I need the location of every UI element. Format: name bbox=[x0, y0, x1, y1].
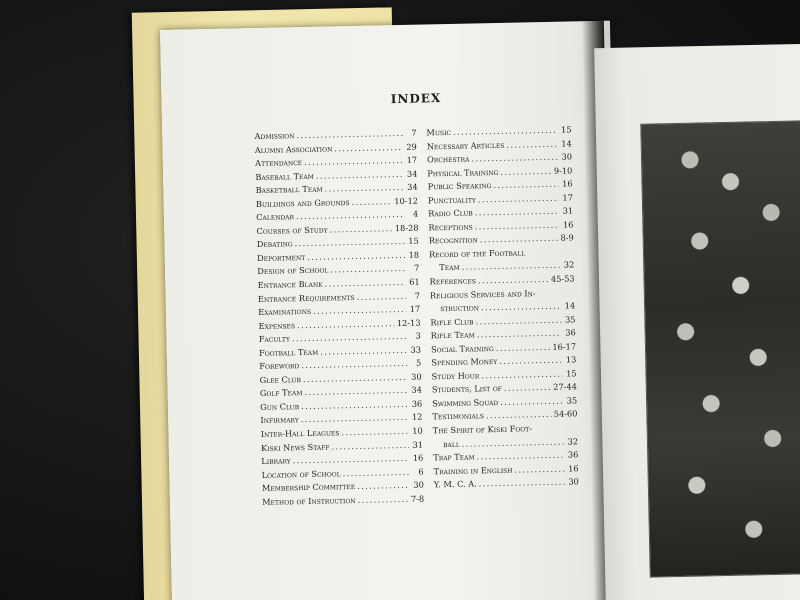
entry-label: Calendar bbox=[256, 211, 295, 223]
entry-label: Recognition bbox=[428, 234, 478, 246]
entry-page: 29 bbox=[406, 141, 417, 152]
entry-page: 17 bbox=[406, 154, 418, 165]
entry-label: Record of the Football bbox=[428, 247, 526, 260]
entry-page: 35 bbox=[564, 313, 576, 325]
entry-label: Faculty bbox=[258, 333, 291, 345]
entry-page: 34 bbox=[406, 168, 418, 179]
entry-label: Physical Training bbox=[427, 166, 499, 179]
leader-dots bbox=[527, 255, 560, 256]
leader-dots bbox=[343, 466, 410, 481]
entry-label: Infirmary bbox=[260, 414, 299, 426]
leader-dots bbox=[534, 431, 564, 432]
entry-label: Deportment bbox=[256, 251, 306, 263]
entry-label: Y. M. C. A. bbox=[433, 478, 477, 490]
entry-label: Receptions bbox=[428, 221, 473, 233]
page-title: INDEX bbox=[390, 91, 442, 107]
entry-page: 30 bbox=[411, 371, 422, 382]
leader-dots bbox=[341, 425, 409, 440]
leader-dots bbox=[486, 408, 552, 423]
leader-dots bbox=[329, 222, 393, 237]
entry-label: Buildings and Grounds bbox=[255, 196, 350, 209]
entry-label: ball bbox=[442, 438, 460, 449]
entry-page: 16-17 bbox=[552, 341, 577, 352]
entry-label: Students, List of bbox=[431, 383, 503, 395]
entry-page: 16 bbox=[562, 178, 573, 189]
entry-label: Membership Committee bbox=[261, 481, 356, 494]
entry-page: 3 bbox=[415, 330, 421, 341]
entry-label: Location of School bbox=[261, 467, 341, 480]
entry-label: Study Hour bbox=[431, 370, 480, 382]
entry-page: 18-28 bbox=[394, 222, 419, 233]
leader-dots bbox=[500, 395, 563, 410]
entry-page: 15 bbox=[560, 124, 572, 135]
entry-label: Basketball Team bbox=[255, 183, 323, 196]
entry-label: Glee Club bbox=[259, 373, 302, 385]
entry-label: Swimming Squad bbox=[432, 396, 499, 409]
index-right-column bbox=[426, 123, 579, 492]
entry-label: Punctuality bbox=[427, 194, 476, 206]
entry-label: Library bbox=[261, 455, 291, 467]
entry-page: 13 bbox=[565, 354, 577, 365]
entry-label: Baseball Team bbox=[255, 170, 314, 182]
entry-page: 10 bbox=[412, 425, 423, 436]
index-entry bbox=[434, 476, 579, 493]
index-left-column bbox=[254, 127, 424, 510]
entry-page: 14 bbox=[564, 300, 576, 311]
entry-page: 35 bbox=[566, 395, 578, 406]
leader-dots bbox=[504, 381, 552, 396]
leader-dots bbox=[334, 140, 403, 155]
entry-label: Testimonials bbox=[432, 410, 484, 422]
entry-label: Social Training bbox=[430, 342, 494, 355]
entry-label: Rifle Club bbox=[430, 316, 474, 328]
entry-label: Design of School bbox=[257, 264, 329, 277]
entry-label: Football Team bbox=[258, 346, 319, 358]
leader-dots bbox=[479, 476, 565, 491]
entry-label: Orchestra bbox=[426, 153, 470, 165]
entry-page: 32 bbox=[563, 259, 575, 271]
entry-page: 33 bbox=[410, 344, 422, 355]
entry-page: 8-9 bbox=[560, 232, 574, 243]
leader-dots bbox=[496, 341, 551, 356]
entry-page: 16 bbox=[412, 452, 424, 463]
entry-label: Method of Instruction bbox=[262, 494, 356, 507]
entry-page: 17 bbox=[562, 192, 573, 203]
entry-page: 12 bbox=[411, 412, 423, 423]
entry-page: 31 bbox=[562, 205, 574, 216]
entry-label: Spending Money bbox=[431, 356, 498, 368]
entry-page: 36 bbox=[565, 327, 576, 338]
entry-page: 17 bbox=[409, 303, 421, 314]
leader-dots bbox=[351, 195, 392, 209]
entry-page: 6 bbox=[418, 466, 424, 477]
entry-page: 32 bbox=[567, 435, 579, 447]
leader-dots bbox=[506, 137, 558, 152]
leader-dots bbox=[514, 462, 564, 477]
entry-label: Entrance Requirements bbox=[257, 291, 355, 304]
entry-label: Expenses bbox=[258, 319, 296, 331]
entry-page: 10-12 bbox=[394, 195, 419, 206]
entry-label: Attendance bbox=[254, 157, 303, 169]
entry-page: 15 bbox=[566, 368, 577, 379]
entry-label: Entrance Blank bbox=[257, 278, 323, 290]
entry-label: struction bbox=[440, 302, 480, 314]
entry-page: 30 bbox=[561, 151, 573, 162]
index-entry bbox=[262, 492, 424, 509]
entry-page: 27-44 bbox=[553, 381, 577, 393]
entry-label: The Spirit of Kiski Foot- bbox=[432, 423, 533, 436]
entry-page: 7 bbox=[411, 127, 417, 138]
entry-label: Golf Team bbox=[259, 387, 303, 399]
entry-page: 30 bbox=[568, 476, 579, 487]
entry-label: Courses of Study bbox=[256, 224, 328, 236]
entry-label: Training in English bbox=[433, 464, 513, 477]
leader-dots bbox=[499, 354, 562, 369]
entry-page: 30 bbox=[413, 479, 424, 490]
entry-page: 16 bbox=[568, 462, 579, 474]
entry-label: Rifle Team bbox=[430, 329, 475, 341]
entry-page: 18 bbox=[408, 249, 420, 260]
entry-page: 7 bbox=[414, 263, 420, 274]
entry-label: Music bbox=[426, 126, 452, 138]
entry-label: Foreword bbox=[259, 360, 300, 372]
entry-page: 36 bbox=[567, 449, 579, 460]
leader-dots bbox=[357, 479, 410, 494]
entry-page: 34 bbox=[411, 384, 422, 396]
entry-label: Examinations bbox=[258, 305, 312, 318]
entry-page: 12-13 bbox=[396, 317, 421, 328]
entry-label: References bbox=[429, 275, 477, 287]
entry-label: Gun Club bbox=[260, 401, 300, 412]
leader-dots bbox=[357, 493, 409, 508]
entry-page: 7 bbox=[414, 290, 421, 301]
entry-page: 54-60 bbox=[553, 408, 578, 420]
entry-page: 7-8 bbox=[410, 493, 425, 504]
entry-label: Trap Team bbox=[433, 451, 475, 463]
entry-label: Kiski News Staff bbox=[260, 441, 330, 453]
entry-page: 4 bbox=[412, 208, 419, 219]
entry-label: Admission bbox=[254, 130, 295, 142]
entry-label: Religious Services and In- bbox=[429, 287, 536, 300]
entry-page: 5 bbox=[415, 357, 422, 368]
leader-dots bbox=[500, 164, 552, 179]
entry-label: Public Speaking bbox=[427, 180, 492, 192]
entry-label: Alumni Association bbox=[254, 142, 333, 155]
entry-page: 15 bbox=[408, 235, 419, 247]
entry-page: 14 bbox=[561, 137, 572, 149]
entry-page: 9-10 bbox=[553, 165, 573, 176]
entry-label: Necessary Articles bbox=[426, 139, 505, 151]
entry-label: Debating bbox=[256, 238, 293, 250]
entry-page: 16 bbox=[562, 219, 574, 230]
entry-label: Radio Club bbox=[428, 207, 473, 219]
leader-dots bbox=[356, 289, 406, 304]
entry-page: 36 bbox=[411, 398, 423, 409]
entry-page: 45-53 bbox=[550, 273, 575, 284]
leader-dots bbox=[493, 178, 558, 193]
entry-page: 31 bbox=[412, 439, 424, 450]
entry-page: 61 bbox=[409, 276, 420, 287]
entry-label: Team bbox=[439, 262, 460, 273]
entry-page: 34 bbox=[407, 181, 418, 193]
entry-label: Inter-Hall Leagues bbox=[260, 427, 340, 439]
